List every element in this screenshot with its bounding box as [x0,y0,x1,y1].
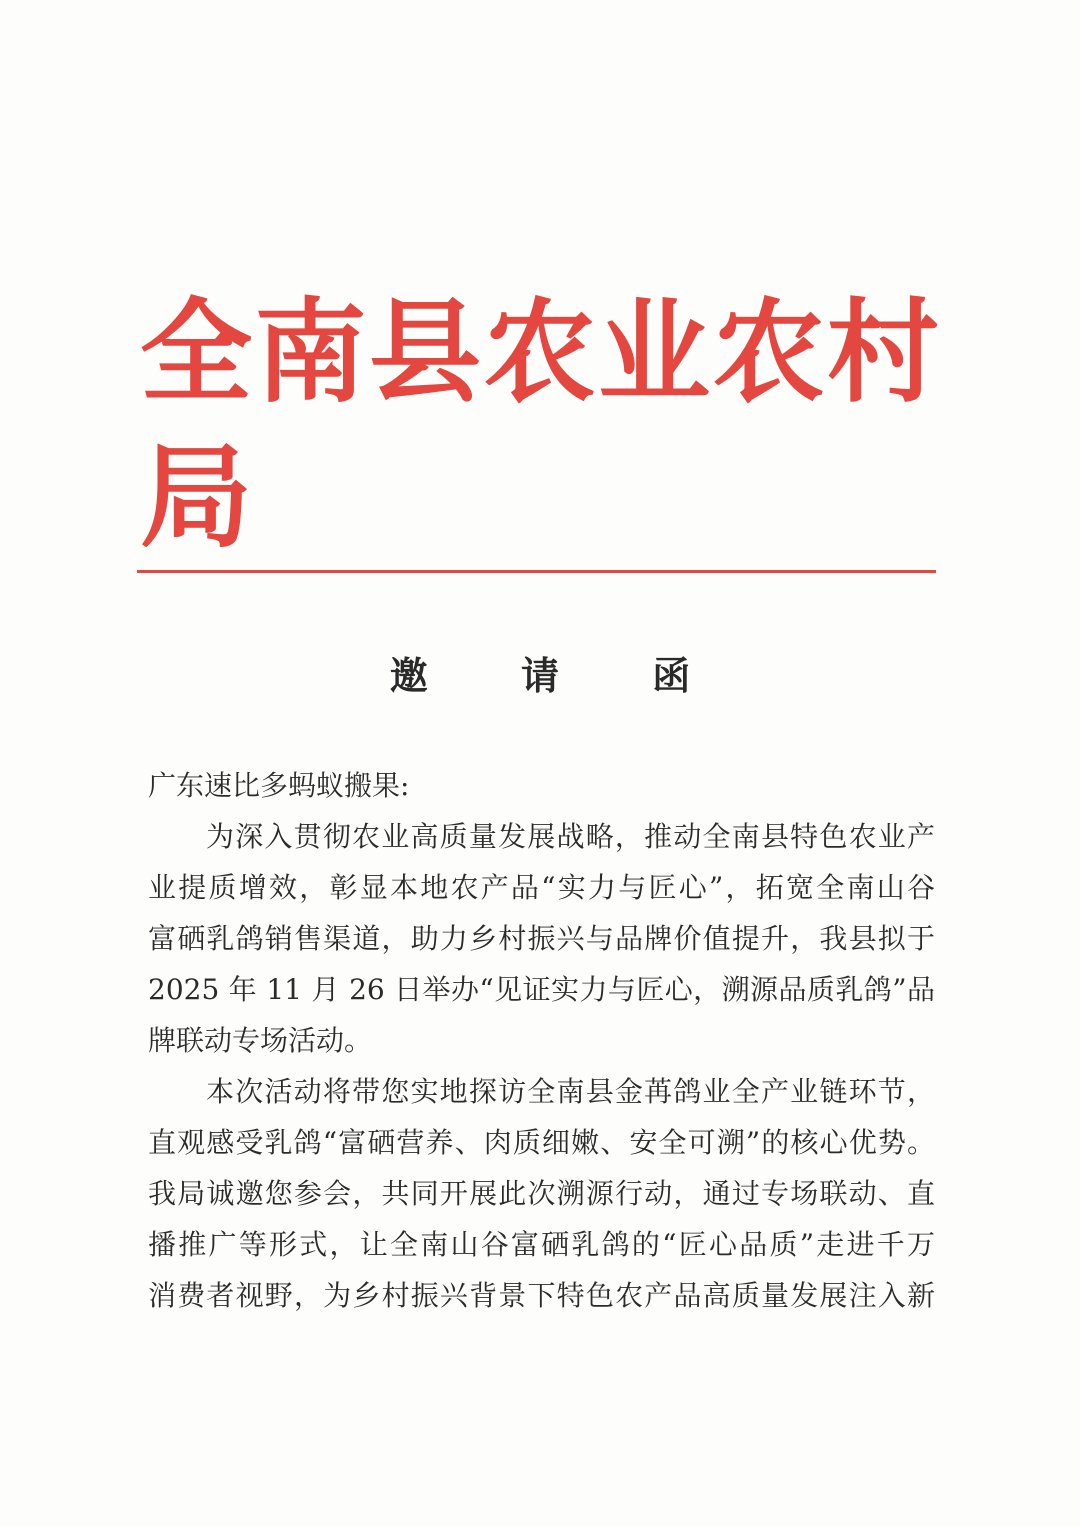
salutation: 广东速比多蚂蚁搬果: [148,769,410,802]
letter-body [148,762,935,1323]
paragraph-line: 消费者视野，为乡村振兴背景下特色农产品高质量发展注入新 [148,1279,935,1312]
paragraph-line: 牌联动专场活动。 [148,1024,373,1057]
document-title: 邀 请 函 [389,653,731,698]
paragraph-line: 播推广等形式，让全南山谷富硒乳鸽的“匠心品质”走进千万 [148,1228,935,1261]
issuer-letterhead: 全南县农业农村局 [140,287,935,563]
letterhead-divider [137,570,936,573]
paragraph-line: 我局诚邀您参会，共同开展此次溯源行动，通过专场联动、直 [148,1177,935,1210]
paragraph-line: 本次活动将带您实地探访全南县金苒鸽业全产业链环节， [206,1075,935,1108]
paragraph-line: 2025 年 11 月 26 日举办“见证实力与匠心，溯源品质乳鸽”品 [148,973,935,1006]
paragraph-line: 业提质增效，彰显本地农产品“实力与匠心”，拓宽全南山谷 [148,871,935,904]
paragraph-line: 富硒乳鸽销售渠道，助力乡村振兴与品牌价值提升，我县拟于 [148,922,935,955]
paragraph-line: 为深入贯彻农业高质量发展战略，推动全南县特色农业产 [206,820,935,853]
paragraph-line: 直观感受乳鸽“富硒营养、肉质细嫩、安全可溯”的核心优势。 [148,1126,935,1159]
